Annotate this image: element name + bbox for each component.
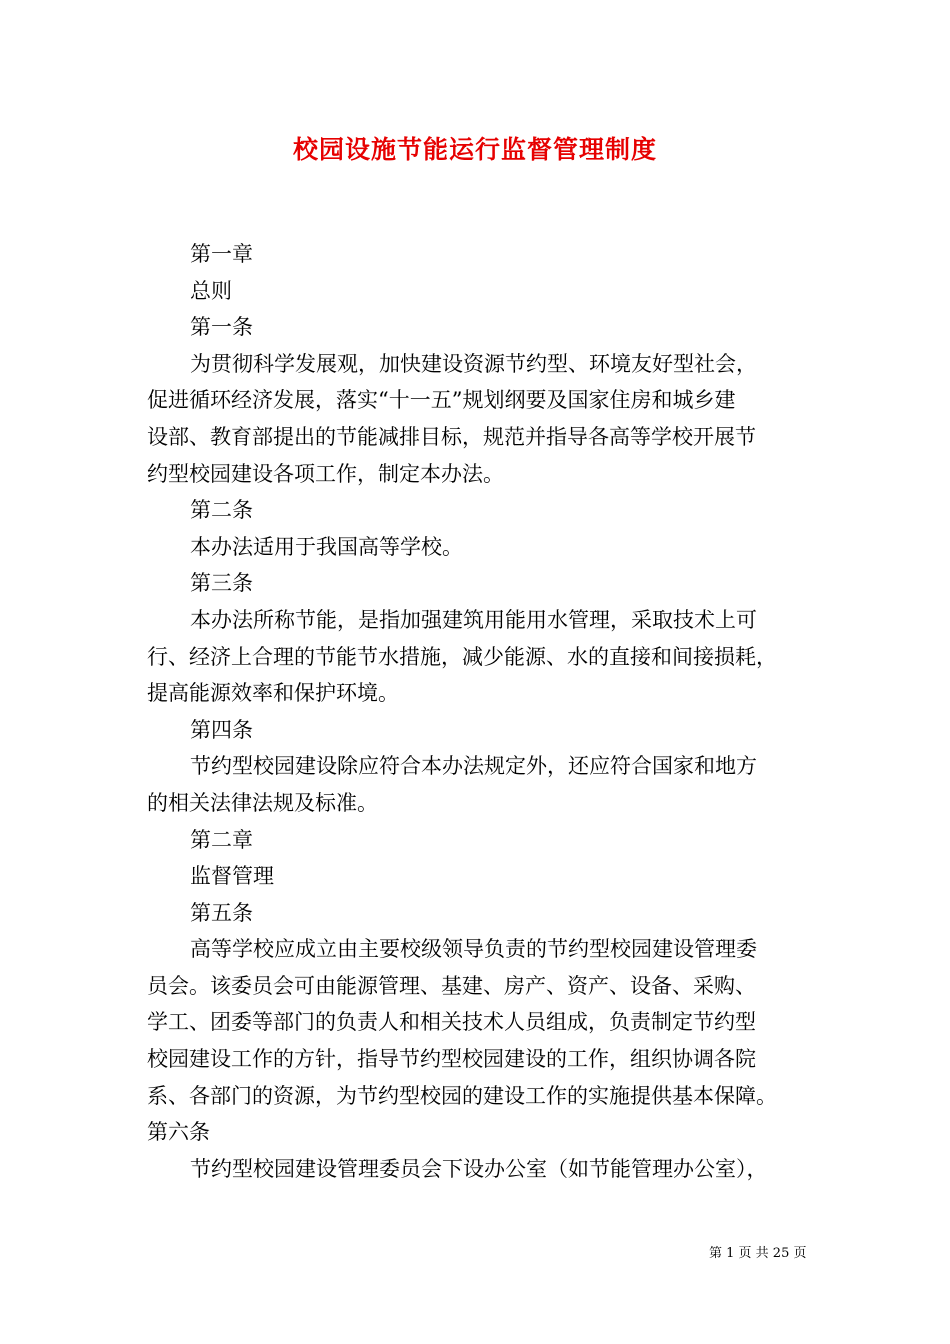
- body-line: 本办法所称节能，是指加强建筑用能用水管理，采取技术上可: [190, 607, 757, 632]
- body-line: 监督管理: [190, 864, 274, 889]
- body-line: 约型校园建设各项工作，制定本办法。: [147, 461, 504, 486]
- body-line: 第三条: [190, 571, 253, 596]
- body-line: 第四条: [190, 717, 253, 742]
- body-line: 总则: [190, 278, 232, 303]
- body-line: 第五条: [190, 900, 253, 925]
- body-line: 节约型校园建设管理委员会下设办公室（如节能管理办公室），: [190, 1156, 768, 1181]
- body-line: 高等学校应成立由主要校级领导负责的节约型校园建设管理委: [190, 937, 757, 962]
- body-line: 第六条: [147, 1120, 210, 1145]
- body-line: 的相关法律法规及标准。: [147, 790, 378, 815]
- document-body: [147, 236, 817, 1187]
- body-line: 员会。该委员会可由能源管理、基建、房产、资产、设备、采购、: [147, 973, 756, 998]
- body-line: 节约型校园建设除应符合本办法规定外，还应符合国家和地方: [190, 754, 757, 779]
- document-title: 校园设施节能运行监督管理制度: [292, 135, 657, 164]
- body-line: 学工、团委等部门的负责人和相关技术人员组成，负责制定节约型: [147, 1010, 756, 1035]
- body-line: 第一章: [190, 242, 253, 266]
- page-number-footer: 第 1 页 共 25 页: [709, 1246, 807, 1261]
- body-line: 本办法适用于我国高等学校。: [190, 534, 463, 559]
- body-line: 促进循环经济发展，落实“十一五”规划纲要及国家住房和城乡建: [147, 388, 736, 413]
- body-line: 为贯彻科学发展观，加快建设资源节约型、环境友好型社会，: [190, 351, 757, 376]
- body-line: 第一条: [190, 315, 253, 340]
- body-line: 第二章: [190, 827, 253, 852]
- body-line: 校园建设工作的方针，指导节约型校园建设的工作，组织协调各院: [147, 1047, 756, 1072]
- body-line: 系、各部门的资源，为节约型校园的建设工作的实施提供基本保障。: [147, 1083, 777, 1108]
- body-line: 第二条: [190, 498, 253, 523]
- body-line: 行、经济上合理的节能节水措施，减少能源、水的直接和间接损耗，: [147, 644, 777, 669]
- body-line: 设部、教育部提出的节能减排目标，规范并指导各高等学校开展节: [147, 424, 756, 449]
- body-line: 提高能源效率和保护环境。: [147, 681, 399, 706]
